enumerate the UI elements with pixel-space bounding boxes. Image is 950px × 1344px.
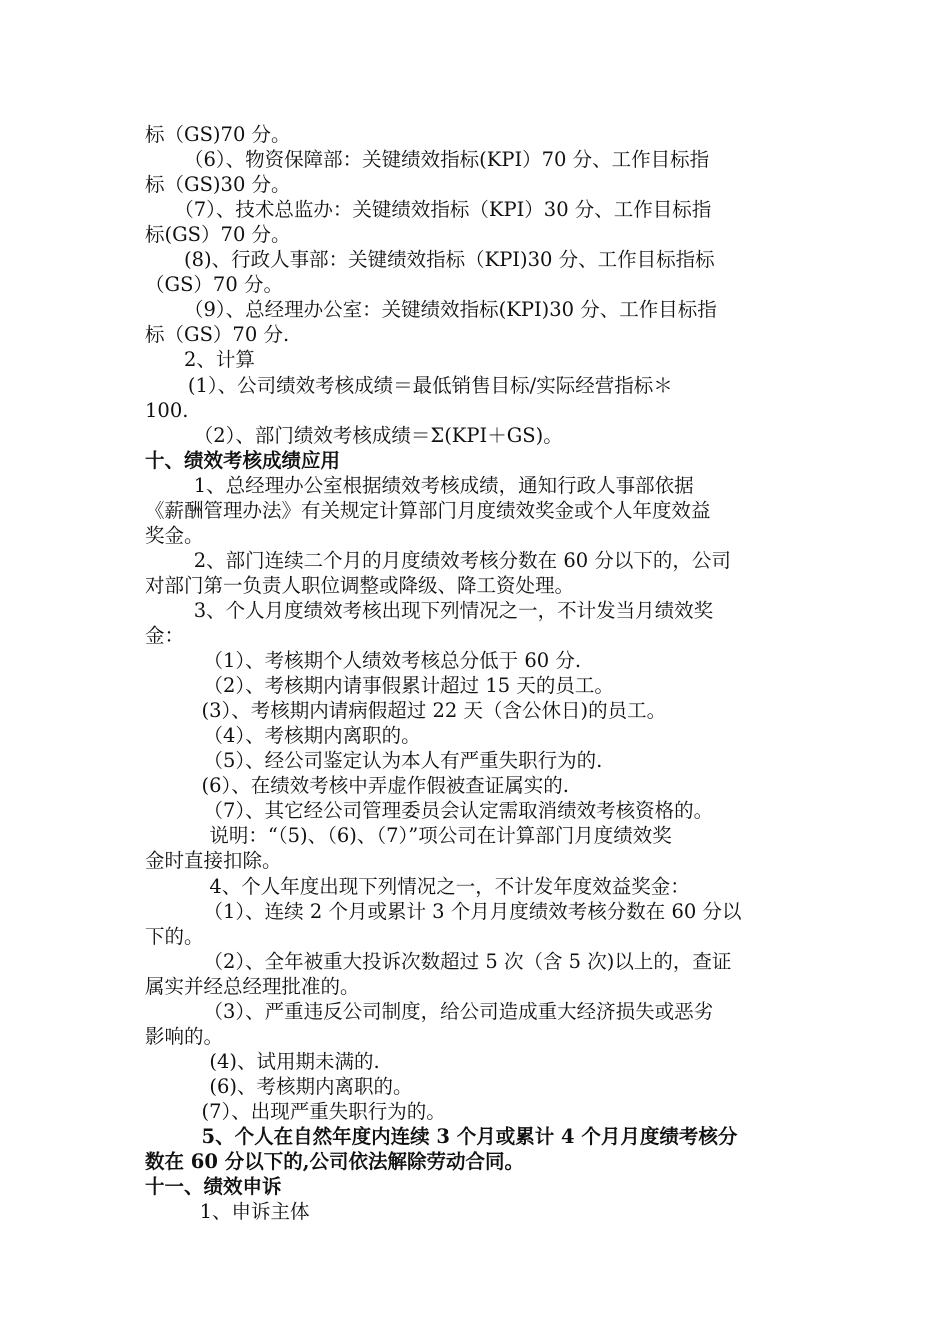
- text-line: （1）、考核期个人绩效考核总分低于 60 分.: [203, 649, 582, 673]
- text-line: （7）、其它经公司管理委员会认定需取消绩效考核资格的。: [203, 799, 714, 823]
- section-heading-line: 数在 60 分以下的,公司依法解除劳动合同。: [145, 1150, 525, 1174]
- text-line: 金：: [145, 624, 185, 647]
- text-line: （2）、考核期内请事假累计超过 15 天的员工。: [203, 674, 614, 698]
- text-line: 《薪酬管理办法》有关规定计算部门月度绩效奖金或个人年度效益: [145, 498, 711, 522]
- text-line: 3、个人月度绩效考核出现下列情况之一，不计发当月绩效奖: [193, 598, 714, 622]
- text-line: (6)、考核期内离职的。: [209, 1074, 413, 1098]
- text-line: （2）、部门绩效考核成绩＝Σ(KPI＋GS)。: [193, 423, 563, 447]
- text-line: (4)、试用期未满的.: [209, 1049, 380, 1073]
- text-line: (1）、公司绩效考核成绩＝最低销售目标/实际经营指标＊: [187, 373, 673, 397]
- text-line: 2、部门连续二个月的月度绩效考核分数在 60 分以下的，公司: [193, 548, 731, 572]
- text-line: （7）、技术总监办：关键绩效指标（KPI）30 分、工作目标指: [174, 198, 712, 222]
- text-line: 2、计算: [184, 348, 255, 372]
- text-line: 奖金。: [145, 523, 204, 547]
- text-line: (3）、考核期内请病假超过 22 天（含公休日)的员工。: [201, 699, 667, 723]
- section-heading-line: 十一、绩效申诉: [145, 1175, 282, 1199]
- section-heading-line: 十、绩效考核成绩应用: [145, 448, 341, 472]
- text-line: 影响的。: [145, 1024, 224, 1048]
- text-line: （9）、总经理办公室：关键绩效指标(KPI)30 分、工作目标指: [184, 298, 717, 322]
- text-line: (7）、出现严重失职行为的。: [201, 1099, 446, 1123]
- text-line: 1、总经理办公室根据绩效考核成绩，通知行政人事部依据: [193, 473, 694, 497]
- section-heading-line: 5、个人在自然年度内连续 3 个月或累计 4 个月月度绩考核分: [201, 1125, 738, 1148]
- text-line: 下的。: [145, 924, 204, 948]
- text-line: （4）、考核期内离职的。: [203, 724, 421, 748]
- text-line: （3）、严重违反公司制度，给公司造成重大经济损失或恶劣: [203, 999, 714, 1023]
- text-line: (8)、行政人事部：关键绩效指标（KPI)30 分、工作目标指标: [184, 248, 715, 272]
- text-line: 标（GS)30 分。: [145, 173, 291, 197]
- text-line: （6）、物资保障部：关键绩效指标(KPI）70 分、工作目标指: [184, 148, 710, 172]
- text-line: 属实并经总经理批准的。: [145, 974, 360, 998]
- text-line: 对部门第一负责人职位调整或降级、降工资处理。: [145, 573, 575, 597]
- text-line: (6）、在绩效考核中弄虚作假被查证属实的.: [201, 774, 570, 798]
- text-line: 100.: [145, 398, 189, 422]
- text-line: （2）、全年被重大投诉次数超过 5 次（含 5 次)以上的，查证: [203, 949, 732, 973]
- text-line: （GS）70 分。: [145, 273, 283, 297]
- text-line: 1、申诉主体: [199, 1200, 310, 1224]
- text-line: 说明：“（5)、（6)、（7）”项公司在计算部门月度绩效奖: [209, 824, 672, 848]
- text-line: 标（GS)70 分。: [145, 123, 291, 146]
- text-line: 金时直接扣除。: [145, 849, 282, 873]
- text-line: （5）、经公司鉴定认为本人有严重失职行为的.: [203, 749, 603, 773]
- text-line: （1）、连续 2 个月或累计 3 个月月度绩效考核分数在 60 分以: [203, 899, 742, 923]
- text-line: 标(GS）70 分。: [145, 223, 291, 247]
- text-line: 标（GS）70 分.: [145, 323, 290, 347]
- text-line: 4、个人年度出现下列情况之一，不计发年度效益奖金：: [209, 874, 690, 898]
